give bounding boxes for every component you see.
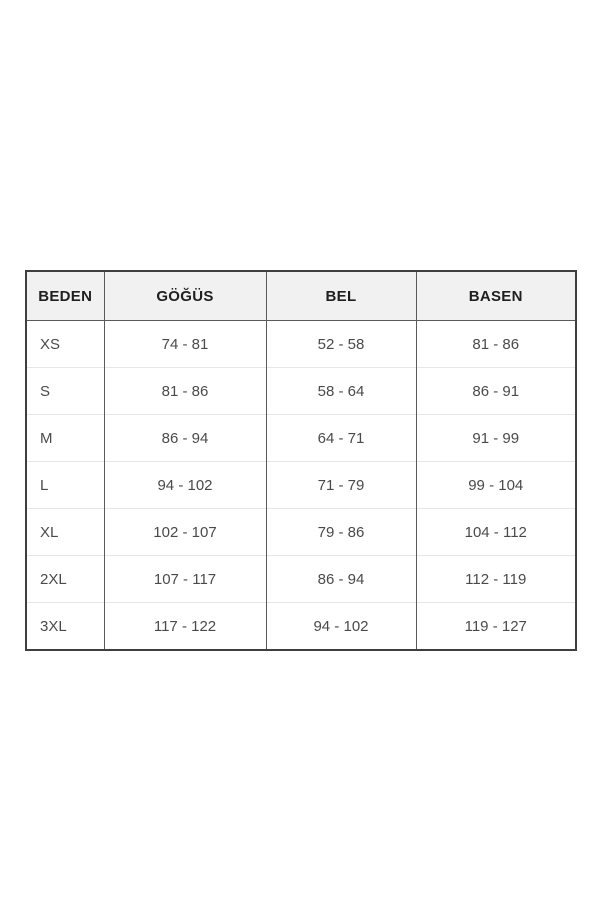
hips-cell: 86 - 91: [416, 368, 576, 415]
size-chart-table: [25, 270, 577, 651]
header-row: [26, 271, 576, 321]
chest-cell: 117 - 122: [104, 603, 266, 651]
waist-cell: 94 - 102: [266, 603, 416, 651]
hips-cell: 119 - 127: [416, 603, 576, 651]
table-row: [26, 415, 576, 462]
waist-cell: 79 - 86: [266, 509, 416, 556]
chest-cell: 94 - 102: [104, 462, 266, 509]
hips-cell: 112 - 119: [416, 556, 576, 603]
table-row: [26, 462, 576, 509]
waist-cell: 71 - 79: [266, 462, 416, 509]
table-row: [26, 556, 576, 603]
size-chart-container: [25, 270, 577, 651]
header-cell-size: BEDEN: [26, 271, 104, 321]
hips-cell: 99 - 104: [416, 462, 576, 509]
table-row: [26, 603, 576, 651]
hips-cell: 91 - 99: [416, 415, 576, 462]
size-cell: L: [26, 462, 104, 509]
size-cell: XS: [26, 321, 104, 368]
header-cell-waist: BEL: [266, 271, 416, 321]
hips-cell: 81 - 86: [416, 321, 576, 368]
waist-cell: 64 - 71: [266, 415, 416, 462]
chest-cell: 102 - 107: [104, 509, 266, 556]
size-cell: 3XL: [26, 603, 104, 651]
chest-cell: 86 - 94: [104, 415, 266, 462]
size-cell: M: [26, 415, 104, 462]
table-row: [26, 368, 576, 415]
chest-cell: 74 - 81: [104, 321, 266, 368]
size-cell: S: [26, 368, 104, 415]
size-cell: 2XL: [26, 556, 104, 603]
header-cell-chest: GÖĞÜS: [104, 271, 266, 321]
waist-cell: 52 - 58: [266, 321, 416, 368]
waist-cell: 58 - 64: [266, 368, 416, 415]
waist-cell: 86 - 94: [266, 556, 416, 603]
chest-cell: 81 - 86: [104, 368, 266, 415]
chest-cell: 107 - 117: [104, 556, 266, 603]
size-cell: XL: [26, 509, 104, 556]
hips-cell: 104 - 112: [416, 509, 576, 556]
header-cell-hips: BASEN: [416, 271, 576, 321]
table-row: [26, 321, 576, 368]
table-row: [26, 509, 576, 556]
